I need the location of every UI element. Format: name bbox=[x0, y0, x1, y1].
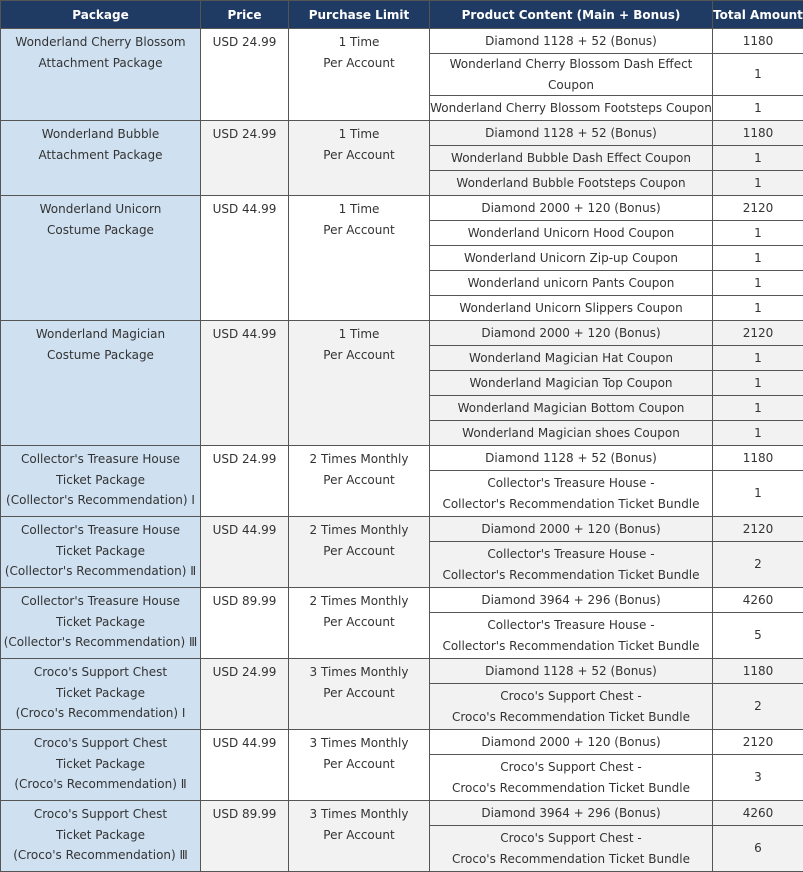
product-content-cell bbox=[430, 684, 713, 730]
package-name-line: Attachment Package bbox=[1, 145, 200, 166]
purchase-limit-cell bbox=[289, 659, 430, 730]
package-name-line: Ticket Package bbox=[1, 754, 200, 775]
product-content-line: Croco's Recommendation Ticket Bundle bbox=[430, 778, 712, 799]
purchase-limit-line: 3 Times Monthly bbox=[289, 733, 429, 754]
product-content-cell bbox=[430, 755, 713, 801]
product-content-cell bbox=[430, 196, 713, 221]
total-amount-cell: 2120 bbox=[713, 196, 803, 221]
purchase-limit-line: Per Account bbox=[289, 53, 429, 74]
header-product-content: Product Content (Main + Bonus) bbox=[430, 1, 713, 29]
purchase-limit-line: 2 Times Monthly bbox=[289, 449, 429, 470]
product-content-line: Wonderland Bubble Dash Effect Coupon bbox=[430, 148, 712, 169]
product-content-line: Croco's Support Chest - bbox=[430, 828, 712, 849]
purchase-limit-line: Per Account bbox=[289, 683, 429, 704]
package-name-line: Costume Package bbox=[1, 345, 200, 366]
total-amount-cell: 1 bbox=[713, 246, 803, 271]
purchase-limit-line: 3 Times Monthly bbox=[289, 804, 429, 825]
purchase-limit-cell bbox=[289, 588, 430, 659]
product-content-cell bbox=[430, 588, 713, 613]
package-name-line: Ticket Package bbox=[1, 612, 200, 633]
package-name-cell bbox=[1, 588, 201, 659]
package-name-cell bbox=[1, 446, 201, 517]
product-content-line: Collector's Recommendation Ticket Bundle bbox=[430, 636, 712, 657]
package-name-cell bbox=[1, 659, 201, 730]
product-content-line: Diamond 2000 + 120 (Bonus) bbox=[430, 323, 712, 344]
purchase-limit-line: Per Account bbox=[289, 825, 429, 846]
price-cell: USD 44.99 bbox=[201, 321, 289, 446]
product-content-cell bbox=[430, 271, 713, 296]
product-content-line: Wonderland Cherry Blossom Dash Effect Coupon bbox=[430, 54, 712, 95]
total-amount-cell: 4260 bbox=[713, 588, 803, 613]
package-name-cell bbox=[1, 321, 201, 446]
table-row bbox=[1, 446, 803, 471]
total-amount-cell: 1 bbox=[713, 471, 803, 517]
product-content-cell bbox=[430, 321, 713, 346]
product-content-cell bbox=[430, 246, 713, 271]
total-amount-cell: 2 bbox=[713, 684, 803, 730]
product-content-cell bbox=[430, 730, 713, 755]
total-amount-cell: 1 bbox=[713, 54, 803, 96]
purchase-limit-line: Per Account bbox=[289, 541, 429, 562]
product-content-cell bbox=[430, 471, 713, 517]
price-cell: USD 24.99 bbox=[201, 659, 289, 730]
purchase-limit-cell bbox=[289, 801, 430, 872]
product-content-line: Wonderland Magician Bottom Coupon bbox=[430, 398, 712, 419]
total-amount-cell: 2120 bbox=[713, 730, 803, 755]
price-cell: USD 89.99 bbox=[201, 801, 289, 872]
header-purchase-limit: Purchase Limit bbox=[289, 1, 430, 29]
product-content-cell bbox=[430, 421, 713, 446]
product-content-line: Diamond 1128 + 52 (Bonus) bbox=[430, 661, 712, 682]
table-row bbox=[1, 517, 803, 542]
package-name-line: Collector's Treasure House bbox=[1, 591, 200, 612]
price-cell: USD 44.99 bbox=[201, 730, 289, 801]
package-name-line: Wonderland Magician bbox=[1, 324, 200, 345]
purchase-limit-cell bbox=[289, 446, 430, 517]
table-row bbox=[1, 659, 803, 684]
package-name-line: Croco's Support Chest bbox=[1, 804, 200, 825]
product-content-line: Collector's Treasure House - bbox=[430, 615, 712, 636]
header-price: Price bbox=[201, 1, 289, 29]
table-row bbox=[1, 121, 803, 146]
package-name-line: Collector's Treasure House bbox=[1, 520, 200, 541]
price-cell: USD 24.99 bbox=[201, 29, 289, 121]
purchase-limit-line: 1 Time bbox=[289, 199, 429, 220]
package-name-line: Attachment Package bbox=[1, 53, 200, 74]
total-amount-cell: 1 bbox=[713, 296, 803, 321]
package-name-cell bbox=[1, 196, 201, 321]
purchase-limit-line: Per Account bbox=[289, 220, 429, 241]
header-row bbox=[1, 1, 803, 29]
total-amount-cell: 1180 bbox=[713, 29, 803, 54]
purchase-limit-line: 2 Times Monthly bbox=[289, 520, 429, 541]
purchase-limit-line: 1 Time bbox=[289, 124, 429, 145]
product-content-line: Collector's Treasure House - bbox=[430, 473, 712, 494]
package-name-line: Collector's Treasure House bbox=[1, 449, 200, 470]
product-content-cell bbox=[430, 613, 713, 659]
total-amount-cell: 2120 bbox=[713, 517, 803, 542]
purchase-limit-line: Per Account bbox=[289, 612, 429, 633]
purchase-limit-line: Per Account bbox=[289, 345, 429, 366]
table-row bbox=[1, 29, 803, 54]
package-name-line: Wonderland Unicorn bbox=[1, 199, 200, 220]
product-content-line: Wonderland unicorn Pants Coupon bbox=[430, 273, 712, 294]
table-row bbox=[1, 730, 803, 755]
package-name-line: Ticket Package bbox=[1, 541, 200, 562]
purchase-limit-cell bbox=[289, 196, 430, 321]
package-name-line: Costume Package bbox=[1, 220, 200, 241]
total-amount-cell: 1 bbox=[713, 396, 803, 421]
product-content-line: Croco's Support Chest - bbox=[430, 686, 712, 707]
product-content-line: Diamond 1128 + 52 (Bonus) bbox=[430, 31, 712, 52]
product-content-line: Collector's Recommendation Ticket Bundle bbox=[430, 565, 712, 586]
product-content-cell bbox=[430, 446, 713, 471]
total-amount-cell: 4260 bbox=[713, 801, 803, 826]
product-content-line: Wonderland Unicorn Hood Coupon bbox=[430, 223, 712, 244]
product-content-cell bbox=[430, 54, 713, 96]
product-content-line: Diamond 2000 + 120 (Bonus) bbox=[430, 519, 712, 540]
package-name-line: (Croco's Recommendation) Ⅲ bbox=[1, 845, 200, 866]
purchase-limit-line: 2 Times Monthly bbox=[289, 591, 429, 612]
product-content-line: Croco's Support Chest - bbox=[430, 757, 712, 778]
table-row bbox=[1, 321, 803, 346]
product-content-line: Collector's Recommendation Ticket Bundle bbox=[430, 494, 712, 515]
package-name-cell bbox=[1, 517, 201, 588]
package-name-line: Wonderland Bubble bbox=[1, 124, 200, 145]
purchase-limit-cell bbox=[289, 321, 430, 446]
total-amount-cell: 1 bbox=[713, 221, 803, 246]
package-name-cell bbox=[1, 121, 201, 196]
table-row bbox=[1, 588, 803, 613]
price-cell: USD 24.99 bbox=[201, 121, 289, 196]
total-amount-cell: 1 bbox=[713, 171, 803, 196]
package-name-line: (Collector's Recommendation) Ⅱ bbox=[1, 561, 200, 582]
package-name-cell bbox=[1, 730, 201, 801]
package-name-line: Ticket Package bbox=[1, 470, 200, 491]
total-amount-cell: 1180 bbox=[713, 121, 803, 146]
purchase-limit-line: 1 Time bbox=[289, 32, 429, 53]
total-amount-cell: 1 bbox=[713, 371, 803, 396]
product-content-line: Wonderland Magician shoes Coupon bbox=[430, 423, 712, 444]
product-content-cell bbox=[430, 346, 713, 371]
purchase-limit-line: 3 Times Monthly bbox=[289, 662, 429, 683]
total-amount-cell: 5 bbox=[713, 613, 803, 659]
product-content-line: Diamond 2000 + 120 (Bonus) bbox=[430, 732, 712, 753]
total-amount-cell: 1180 bbox=[713, 659, 803, 684]
product-content-cell bbox=[430, 542, 713, 588]
product-content-line: Collector's Treasure House - bbox=[430, 544, 712, 565]
package-name-line: Ticket Package bbox=[1, 825, 200, 846]
product-content-line: Croco's Recommendation Ticket Bundle bbox=[430, 707, 712, 728]
package-name-line: (Collector's Recommendation) Ⅲ bbox=[1, 632, 200, 653]
package-name-line: (Croco's Recommendation) Ⅱ bbox=[1, 774, 200, 795]
package-name-line: (Croco's Recommendation) Ⅰ bbox=[1, 703, 200, 724]
total-amount-cell: 2 bbox=[713, 542, 803, 588]
purchase-limit-cell bbox=[289, 121, 430, 196]
product-content-cell bbox=[430, 121, 713, 146]
total-amount-cell: 1 bbox=[713, 271, 803, 296]
product-content-cell bbox=[430, 826, 713, 872]
table-row bbox=[1, 196, 803, 221]
purchase-limit-cell bbox=[289, 517, 430, 588]
product-content-cell bbox=[430, 221, 713, 246]
product-content-line: Wonderland Magician Top Coupon bbox=[430, 373, 712, 394]
package-name-cell bbox=[1, 29, 201, 121]
package-name-cell bbox=[1, 801, 201, 872]
price-cell: USD 89.99 bbox=[201, 588, 289, 659]
purchase-limit-line: Per Account bbox=[289, 470, 429, 491]
product-content-line: Diamond 3964 + 296 (Bonus) bbox=[430, 590, 712, 611]
total-amount-cell: 6 bbox=[713, 826, 803, 872]
package-name-line: Croco's Support Chest bbox=[1, 733, 200, 754]
price-cell: USD 44.99 bbox=[201, 196, 289, 321]
total-amount-cell: 1180 bbox=[713, 446, 803, 471]
product-content-cell bbox=[430, 801, 713, 826]
product-content-cell bbox=[430, 296, 713, 321]
purchase-limit-cell bbox=[289, 29, 430, 121]
product-content-cell bbox=[430, 517, 713, 542]
total-amount-cell: 3 bbox=[713, 755, 803, 801]
package-name-line: Ticket Package bbox=[1, 683, 200, 704]
product-content-cell bbox=[430, 146, 713, 171]
product-content-cell bbox=[430, 171, 713, 196]
product-content-cell bbox=[430, 96, 713, 121]
total-amount-cell: 1 bbox=[713, 146, 803, 171]
purchase-limit-cell bbox=[289, 730, 430, 801]
product-content-line: Diamond 2000 + 120 (Bonus) bbox=[430, 198, 712, 219]
header-package: Package bbox=[1, 1, 201, 29]
product-content-line: Croco's Recommendation Ticket Bundle bbox=[430, 849, 712, 870]
header-total-amount: Total Amount bbox=[713, 1, 803, 29]
purchase-limit-line: 1 Time bbox=[289, 324, 429, 345]
product-content-line: Diamond 1128 + 52 (Bonus) bbox=[430, 448, 712, 469]
table-row bbox=[1, 801, 803, 826]
price-cell: USD 44.99 bbox=[201, 517, 289, 588]
purchase-limit-line: Per Account bbox=[289, 145, 429, 166]
package-name-line: Croco's Support Chest bbox=[1, 662, 200, 683]
product-content-line: Wonderland Unicorn Slippers Coupon bbox=[430, 298, 712, 319]
package-name-line: (Collector's Recommendation) Ⅰ bbox=[1, 490, 200, 511]
product-content-line: Diamond 1128 + 52 (Bonus) bbox=[430, 123, 712, 144]
purchase-limit-line: Per Account bbox=[289, 754, 429, 775]
product-content-line: Wonderland Bubble Footsteps Coupon bbox=[430, 173, 712, 194]
price-cell: USD 24.99 bbox=[201, 446, 289, 517]
product-content-cell bbox=[430, 371, 713, 396]
total-amount-cell: 1 bbox=[713, 421, 803, 446]
total-amount-cell: 1 bbox=[713, 96, 803, 121]
product-content-line: Wonderland Cherry Blossom Footsteps Coupon bbox=[430, 98, 712, 119]
product-content-line: Wonderland Unicorn Zip-up Coupon bbox=[430, 248, 712, 269]
product-content-cell bbox=[430, 29, 713, 54]
product-content-cell bbox=[430, 659, 713, 684]
package-name-line: Wonderland Cherry Blossom bbox=[1, 32, 200, 53]
product-content-cell bbox=[430, 396, 713, 421]
total-amount-cell: 1 bbox=[713, 346, 803, 371]
total-amount-cell: 2120 bbox=[713, 321, 803, 346]
product-content-line: Diamond 3964 + 296 (Bonus) bbox=[430, 803, 712, 824]
product-content-line: Wonderland Magician Hat Coupon bbox=[430, 348, 712, 369]
